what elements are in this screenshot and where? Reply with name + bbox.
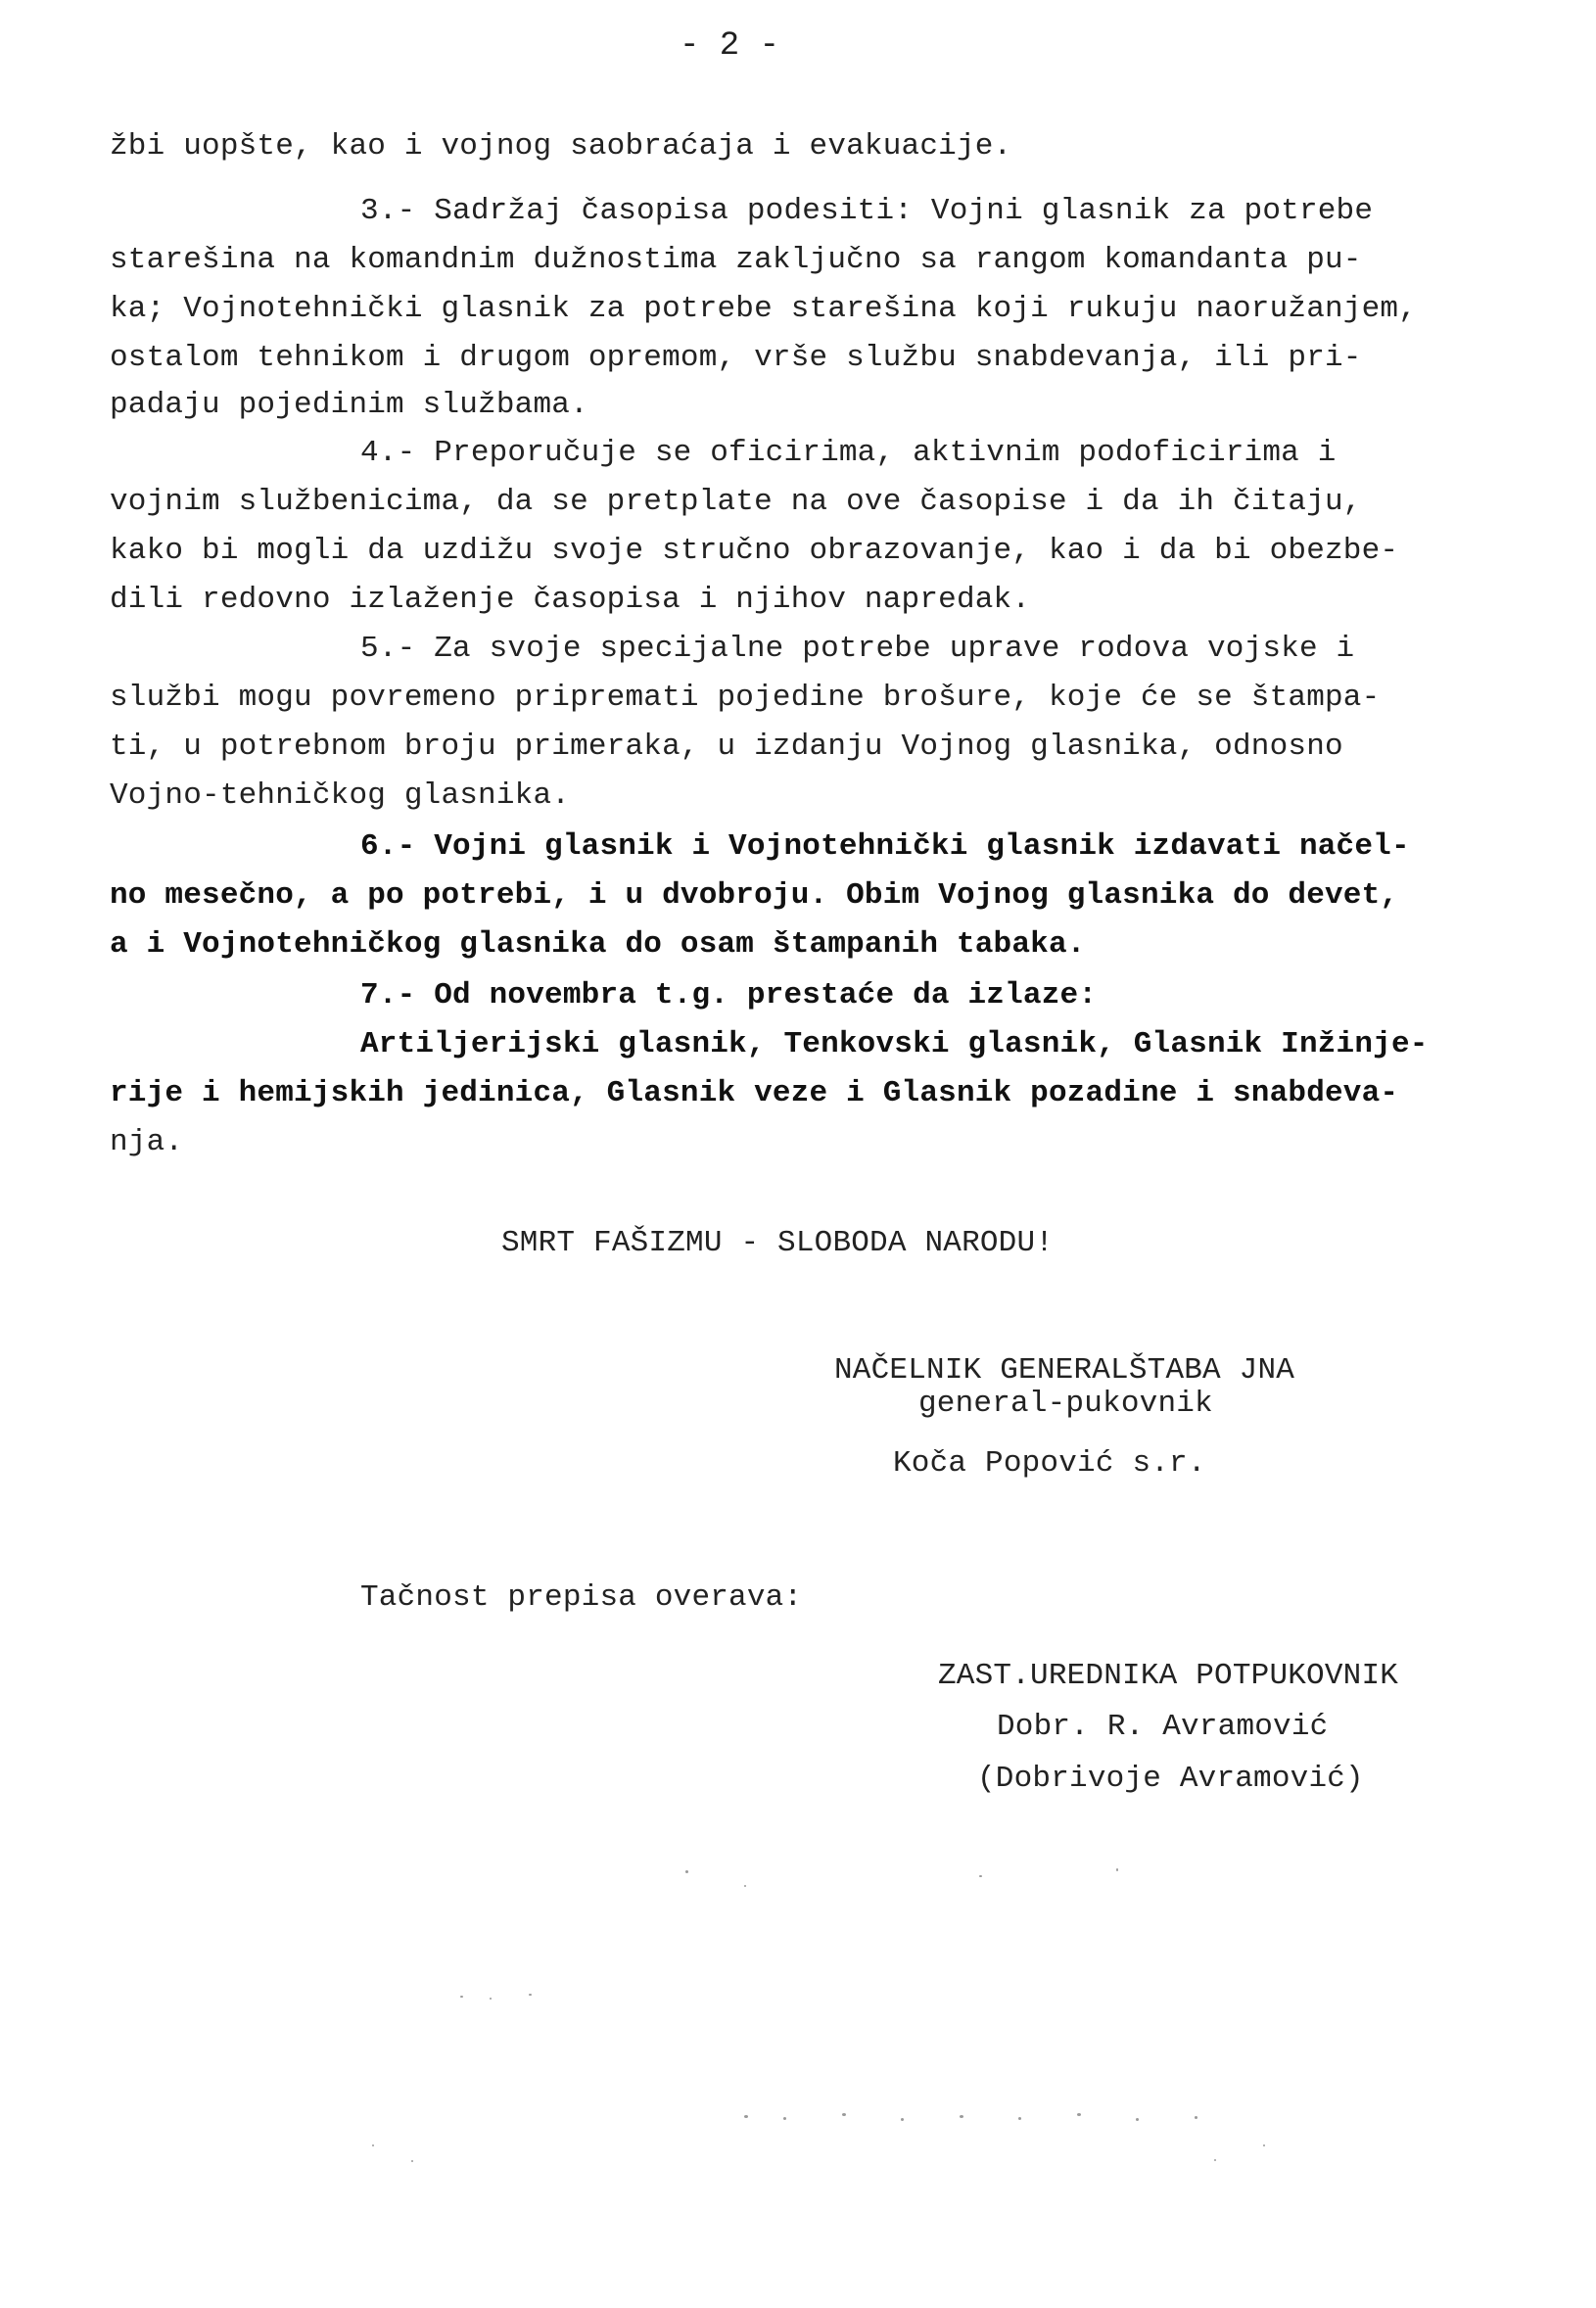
scan-speck	[1263, 2144, 1265, 2146]
scan-speck	[744, 2115, 748, 2118]
page-number: - 2 -	[680, 27, 780, 65]
scan-speck	[744, 1885, 746, 1887]
scan-speck	[1195, 2116, 1197, 2119]
paragraph-3-line-3: ka; Vojnotehnički glasnik za potrebe starešina koji rukuju naoružanjem,	[110, 292, 1418, 326]
paragraph-4-line-1: 4.- Preporučuje se oficirima, aktivnim podoficirima i	[360, 436, 1337, 470]
signature-deputy-full-name: (Dobrivoje Avramović)	[977, 1762, 1364, 1796]
signature-chief-rank: general-pukovnik	[918, 1387, 1213, 1421]
scan-speck	[411, 2160, 413, 2162]
paragraph-3-line-4: ostalom tehnikom i drugom opremom, vrše službu snabdevanja, ili pri-	[110, 341, 1362, 375]
paragraph-2-line-1: žbi uopšte, kao i vojnog saobraćaja i evakuacije.	[110, 129, 1012, 164]
paragraph-7-line-2: Artiljerijski glasnik, Tenkovski glasnik, Glasnik Inžinje-	[360, 1027, 1429, 1061]
paragraph-5-line-4: Vojno-tehničkog glasnika.	[110, 778, 571, 813]
scan-speck	[901, 2118, 904, 2121]
paragraph-6-line-2: no mesečno, a po potrebi, i u dvobroju. Obim Vojnog glasnika do devet,	[110, 878, 1399, 913]
scan-speck	[372, 2144, 374, 2146]
paragraph-7-line-4: nja.	[110, 1125, 184, 1159]
signature-deputy-title: ZAST.UREDNIKA POTPUKOVNIK	[938, 1659, 1399, 1693]
paragraph-3-line-2: starešina na komandnim dužnostima zaključno sa rangom komandanta pu-	[110, 243, 1362, 277]
signature-chief-title: NAČELNIK GENERALŠTABA JNA	[834, 1353, 1295, 1388]
scan-speck	[685, 1870, 688, 1873]
scan-speck	[529, 1994, 532, 1996]
scan-speck	[1018, 2117, 1021, 2120]
signature-deputy-name: Dobr. R. Avramović	[997, 1710, 1329, 1744]
paragraph-4-line-4: dili redovno izlaženje časopisa i njihov napredak.	[110, 583, 1031, 617]
scan-speck	[1077, 2113, 1081, 2116]
scan-speck	[1116, 1868, 1118, 1871]
scan-speck	[783, 2117, 786, 2120]
signature-chief-name: Koča Popović s.r.	[893, 1446, 1206, 1481]
paragraph-3-line-5: padaju pojedinim službama.	[110, 388, 588, 422]
closing-slogan: SMRT FAŠIZMU - SLOBODA NARODU!	[501, 1226, 1055, 1260]
paragraph-5-line-3: ti, u potrebnom broju primeraka, u izdanju Vojnog glasnika, odnosno	[110, 730, 1343, 764]
paragraph-5-line-1: 5.- Za svoje specijalne potrebe uprave rodova vojske i	[360, 632, 1355, 666]
paragraph-4-line-3: kako bi mogli da uzdižu svoje stručno obrazovanje, kao i da bi obezbe-	[110, 534, 1399, 568]
paragraph-5-line-2: službi mogu povremeno pripremati pojedine brošure, koje će se štampa-	[110, 681, 1381, 715]
scan-speck	[490, 1998, 492, 2000]
paragraph-7-line-1: 7.- Od novembra t.g. prestaće da izlaze:	[360, 978, 1098, 1013]
paragraph-3-line-1: 3.- Sadržaj časopisa podesiti: Vojni glasnik za potrebe	[360, 194, 1374, 228]
scan-speck	[1136, 2118, 1139, 2121]
paragraph-4-line-2: vojnim službenicima, da se pretplate na ove časopise i da ih čitaju,	[110, 485, 1362, 519]
scan-speck	[979, 1875, 982, 1877]
attestation-text: Tačnost prepisa overava:	[360, 1580, 803, 1615]
scan-speck	[842, 2113, 846, 2116]
scan-speck	[1214, 2159, 1216, 2161]
paragraph-6-line-3: a i Vojnotehničkog glasnika do osam štampanih tabaka.	[110, 927, 1086, 962]
scan-speck	[960, 2115, 963, 2118]
scan-speck	[460, 1996, 463, 1998]
paragraph-6-line-1: 6.- Vojni glasnik i Vojnotehnički glasnik izdavati načel-	[360, 829, 1410, 864]
paragraph-7-line-3: rije i hemijskih jedinica, Glasnik veze i Glasnik pozadine i snabdeva-	[110, 1076, 1399, 1110]
